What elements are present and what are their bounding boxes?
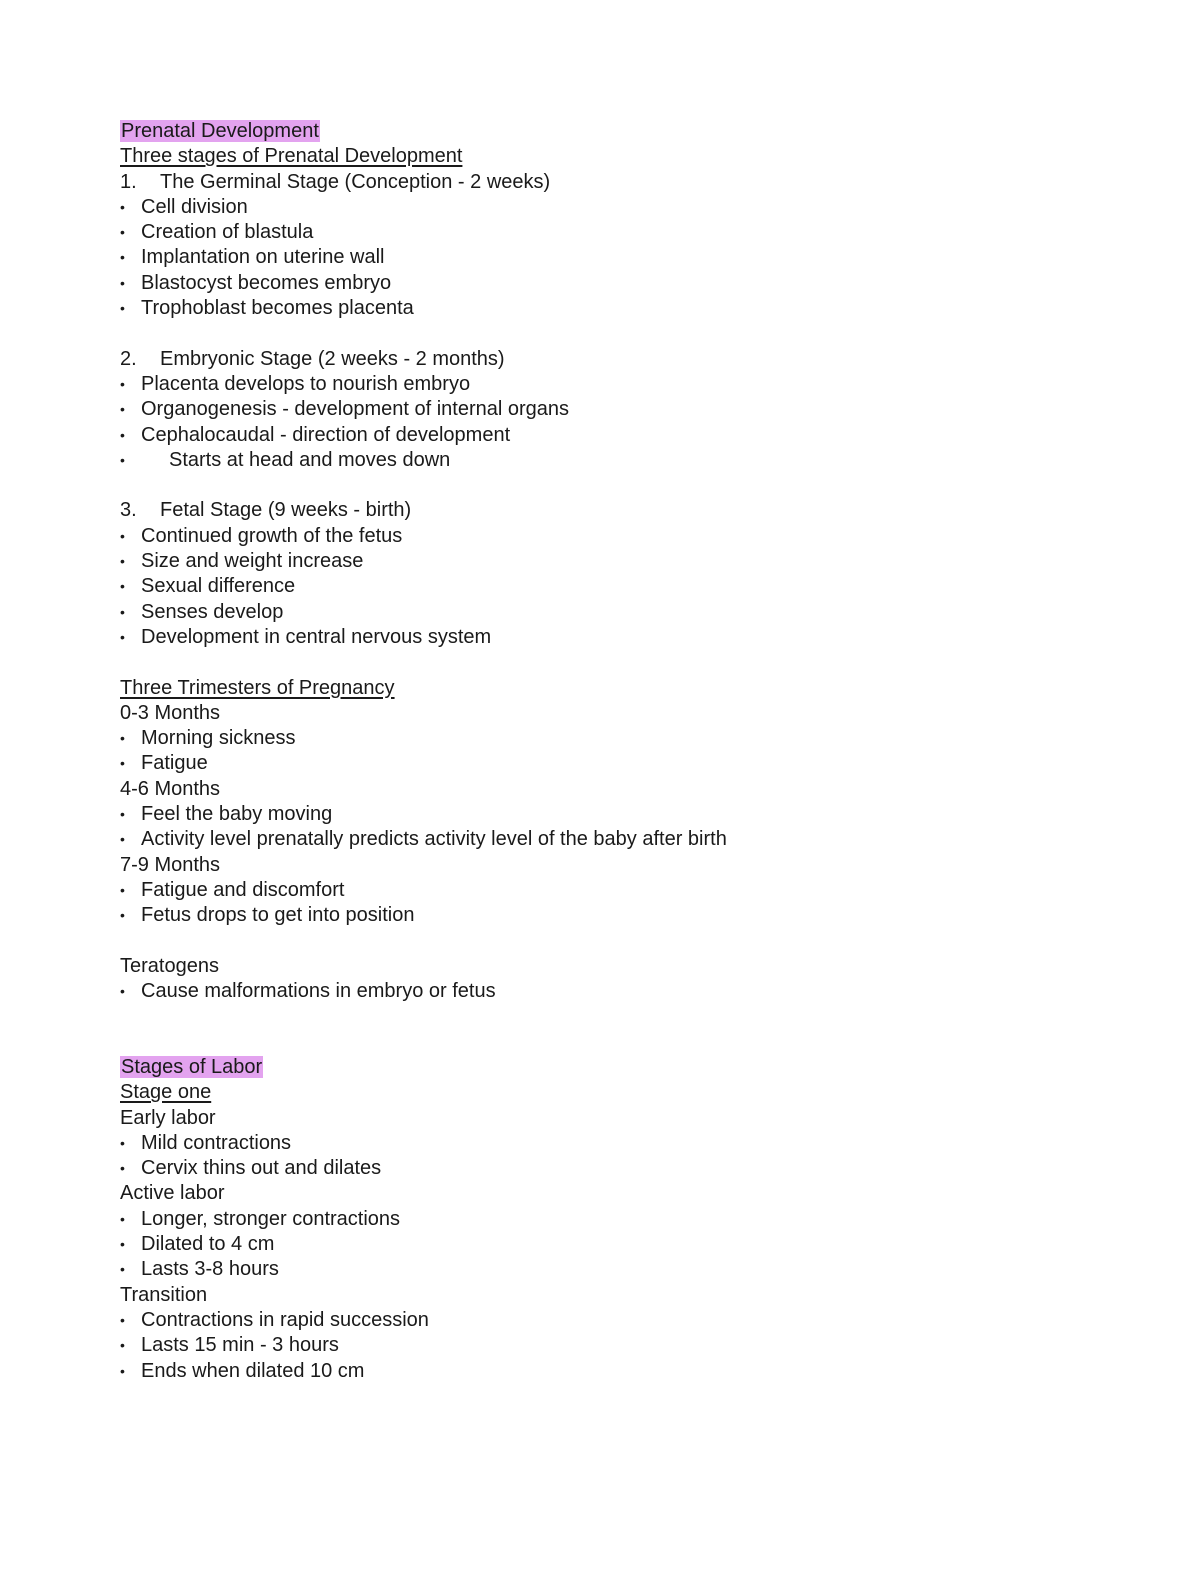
bullet-icon: • [120,451,125,468]
numbered-item-germinal [120,170,1120,195]
stages-heading [120,144,1120,169]
stage-title: Fetal Stage (9 weeks - birth) [160,499,412,522]
bullet-icon: • [120,1362,125,1379]
list-item [120,600,1120,625]
list-number: 1. [120,170,137,193]
bullet-icon: • [120,831,125,848]
bullet-icon: • [120,1337,125,1354]
highlighted-heading: Stages of Labor [121,1055,263,1078]
underlined-heading: Three Trimesters of Pregnancy [120,676,395,699]
list-item [120,1232,1120,1257]
list-item-text: Activity level prenatally predicts activity level of the baby after birth [141,828,727,851]
group-label: 4-6 Months [120,777,221,800]
spacer [120,929,1120,954]
bullet-icon: • [120,603,125,620]
bullet-icon: • [120,198,125,215]
numbered-item-embryonic [120,347,1120,372]
stage-title: Embryonic Stage (2 weeks - 2 months) [160,347,505,370]
group-label: 0-3 Months [120,701,221,724]
bullet-icon: • [120,983,125,1000]
list-item-text: Cephalocaudal - direction of development [141,423,511,446]
list-item [120,1156,1120,1181]
bullet-icon: • [120,401,125,418]
list-item-text: Sexual difference [141,575,296,598]
list-item-text: Size and weight increase [141,550,364,573]
list-item-text: Cause malformations in embryo or fetus [141,980,496,1003]
list-item-text: Lasts 15 min - 3 hours [141,1334,339,1357]
trimesters-heading [120,676,1120,701]
list-item-text: Lasts 3-8 hours [141,1258,279,1281]
bullet-icon: • [120,628,125,645]
list-item-text: Fatigue [141,752,208,775]
list-item [120,296,1120,321]
underlined-heading: Stage one [120,1081,212,1104]
list-item [120,423,1120,448]
list-item [120,802,1120,827]
list-item [120,1257,1120,1282]
list-item [120,751,1120,776]
bullet-icon: • [120,224,125,241]
list-item [120,1308,1120,1333]
list-item [120,726,1120,751]
list-item-text: Fatigue and discomfort [141,878,345,901]
bullet-icon: • [120,881,125,898]
list-item-text: Longer, stronger contractions [141,1207,401,1230]
list-item-text: Development in central nervous system [141,625,492,648]
phase-label: Early labor [120,1106,216,1129]
bullet-icon: • [120,274,125,291]
list-item [120,195,1120,220]
section-heading-prenatal [120,119,1120,144]
list-item-text: Cervix thins out and dilates [141,1157,382,1180]
stage-title: The Germinal Stage (Conception - 2 weeks) [160,170,551,193]
bullet-icon: • [120,249,125,266]
numbered-item-fetal [120,498,1120,523]
document-page [120,119,1120,1384]
underlined-heading: Three stages of Prenatal Development [120,145,463,168]
list-item [120,448,1120,473]
bullet-icon: • [120,1210,125,1227]
bullet-icon: • [120,375,125,392]
bullet-icon: • [120,300,125,317]
list-item [120,903,1120,928]
section-heading-labor [120,1055,1120,1080]
bullet-icon: • [120,1311,125,1328]
list-item-text: Starts at head and moves down [169,448,451,471]
list-item-text: Morning sickness [141,727,296,750]
list-item-text: Placenta develops to nourish embryo [141,372,471,395]
list-item-text: Creation of blastula [141,221,314,244]
list-item-text: Mild contractions [141,1131,292,1154]
list-item [120,1359,1120,1384]
list-item [120,549,1120,574]
list-item [120,1207,1120,1232]
list-item [120,1333,1120,1358]
list-item-text: Ends when dilated 10 cm [141,1359,365,1382]
bullet-icon: • [120,1134,125,1151]
bullet-icon: • [120,730,125,747]
list-item [120,524,1120,549]
highlighted-heading: Prenatal Development [121,120,319,142]
list-item [120,397,1120,422]
bullet-icon: • [120,426,125,443]
phase-label: Active labor [120,1182,225,1205]
list-number: 2. [120,347,137,370]
list-item [120,1131,1120,1156]
bullet-icon: • [120,1261,125,1278]
list-item-text: Organogenesis - development of internal organs [141,398,570,421]
list-item [120,372,1120,397]
bullet-icon: • [120,755,125,772]
list-item [120,245,1120,270]
list-item [120,625,1120,650]
list-number: 3. [120,499,137,522]
spacer [120,1004,1120,1055]
list-item [120,574,1120,599]
list-item [120,979,1120,1004]
list-item-text: Implantation on uterine wall [141,246,385,269]
bullet-icon: • [120,806,125,823]
list-item-text: Dilated to 4 cm [141,1233,275,1256]
bullet-icon: • [120,907,125,924]
list-item-text: Blastocyst becomes embryo [141,271,392,294]
list-item-text: Fetus drops to get into position [141,904,415,927]
list-item-text: Contractions in rapid succession [141,1308,429,1331]
stage-one-heading [120,1080,1120,1105]
bullet-icon: • [120,1236,125,1253]
spacer [120,321,1120,346]
list-item-text: Feel the baby moving [141,803,333,826]
teratogens-heading: Teratogens [120,954,219,977]
bullet-icon: • [120,1160,125,1177]
list-item-text: Senses develop [141,600,284,623]
bullet-icon: • [120,527,125,544]
group-label: 7-9 Months [120,853,221,876]
list-item [120,878,1120,903]
list-item-text: Trophoblast becomes placenta [141,297,414,320]
list-item [120,271,1120,296]
spacer [120,473,1120,498]
list-item-text: Cell division [141,195,248,218]
list-item [120,827,1120,852]
list-item-text: Continued growth of the fetus [141,524,403,547]
phase-label: Transition [120,1283,208,1306]
bullet-icon: • [120,553,125,570]
spacer [120,650,1120,675]
bullet-icon: • [120,578,125,595]
list-item [120,220,1120,245]
